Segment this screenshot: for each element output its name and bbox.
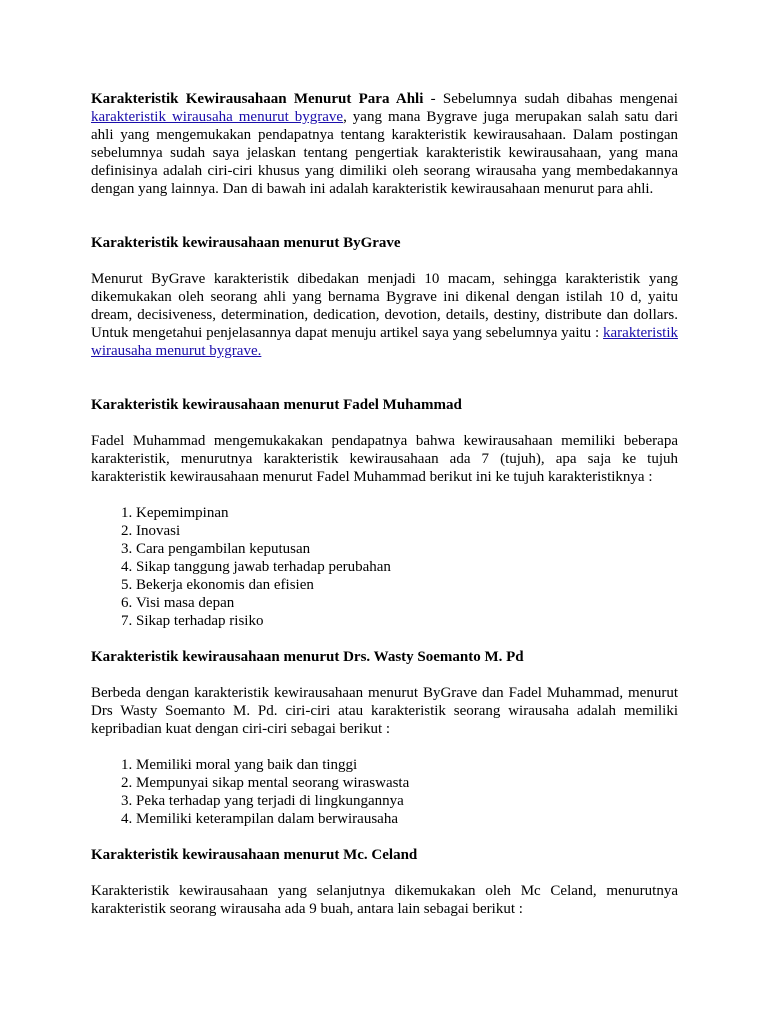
celand-paragraph: Karakteristik kewirausahaan yang selanjutnya dikemukakan oleh Mc Celand, menurutnya karakteristik seorang wirausaha ada 9 buah, antara lain sebagai berikut : xyxy=(91,883,678,917)
list-item: 3. Peka terhadap yang terjadi di lingkungannya xyxy=(136,792,678,810)
bygrave-paragraph xyxy=(91,270,678,360)
fadel-heading: Karakteristik kewirausahaan menurut Fadel Muhammad xyxy=(91,397,462,413)
intro-paragraph xyxy=(91,90,678,198)
list-item: 2. Mempunyai sikap mental seorang wiraswasta xyxy=(136,774,678,792)
celand-heading: Karakteristik kewirausahaan menurut Mc. Celand xyxy=(91,847,418,863)
wasty-heading: Karakteristik kewirausahaan menurut Drs. Wasty Soemanto M. Pd xyxy=(91,649,524,665)
intro-body-text: , yang mana Bygrave juga merupakan salah satu dari ahli yang mengemukakan pendapatnya tentang karakteristik kewirausahaan. Dalam postingan sebelumnya sudah saya jelaskan tentang pengertiak karakteristik kewirausahaan, yang mana definisinya adalah ciri-ciri khusus yang dimiliki oleh seorang wirausaha yang membedakannya dengan yang lainnya. Dan di bawah ini adalah karakteristik kewirausahaan menurut para ahli. xyxy=(91,109,678,197)
bygrave-link[interactable]: karakteristik wirausaha menurut bygrave xyxy=(91,109,344,125)
bygrave-text: Menurut ByGrave karakteristik dibedakan menjadi 10 macam, sehingga karakteristik yang dikemukakan oleh seorang ahli yang bernama Bygrave ini dikenal dengan istilah 10 d, yaitu dream, decisiveness, determination, dedication, devotion, details, destiny, distribute dan dollars. Untuk mengetahui penjelasannya dapat menuju artikel saya yang sebelumnya yaitu : xyxy=(91,271,678,341)
wasty-list xyxy=(91,756,678,828)
list-item: 1. Memiliki moral yang baik dan tinggi xyxy=(136,756,678,774)
bygrave-heading: Karakteristik kewirausahaan menurut ByGrave xyxy=(91,235,401,251)
intro-title: Karakteristik Kewirausahaan Menurut Para Ahli xyxy=(91,91,424,107)
document-content xyxy=(91,90,678,918)
fadel-list xyxy=(91,504,678,630)
list-item: 4. Sikap tanggung jawab terhadap perubahan xyxy=(136,558,678,576)
bygrave-article-link[interactable]: karakteristik wirausaha menurut bygrave. xyxy=(91,325,678,359)
list-item: 3. Cara pengambilan keputusan xyxy=(136,540,678,558)
list-item: 2. Inovasi xyxy=(136,522,678,540)
list-item: 7. Sikap terhadap risiko xyxy=(136,612,678,630)
list-item: 1. Kepemimpinan xyxy=(136,504,678,522)
list-item: 6. Visi masa depan xyxy=(136,594,678,612)
list-item: 4. Memiliki keterampilan dalam berwirausaha xyxy=(136,810,678,828)
wasty-paragraph: Berbeda dengan karakteristik kewirausahaan menurut ByGrave dan Fadel Muhammad, menurut Drs Wasty Soemanto M. Pd. ciri-ciri atau karakteristik seorang wirausaha adalah memiliki kepribadian kuat dengan ciri-ciri sebagai berikut : xyxy=(91,685,678,737)
list-item: 5. Bekerja ekonomis dan efisien xyxy=(136,576,678,594)
fadel-paragraph: Fadel Muhammad mengemukakakan pendapatnya bahwa kewirausahaan memiliki beberapa karakteristik, menurutnya karakteristik kewirausahaan ada 7 (tujuh), apa saja ke tujuh karakteristik kewirausahaan menurut Fadel Muhammad berikut ini ke tujuh karakteristiknya : xyxy=(91,433,678,485)
intro-lead-text: - Sebelumnya sudah dibahas mengenai xyxy=(423,91,678,107)
